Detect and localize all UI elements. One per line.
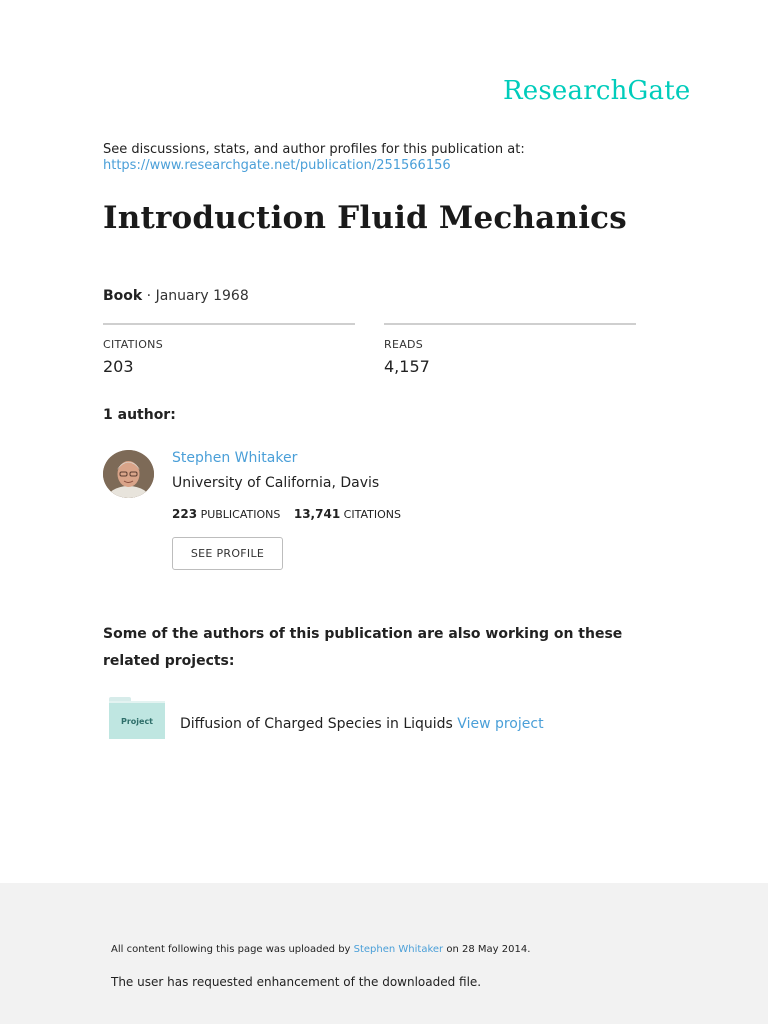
citations-value: 203 — [103, 357, 134, 376]
intro-text: See discussions, stats, and author profiles for this publication at: — [103, 142, 525, 157]
publication-title: Introduction Fluid Mechanics — [103, 200, 627, 236]
citations-stat — [103, 323, 355, 376]
publication-type: Book — [103, 288, 143, 304]
author-photo-icon — [103, 450, 154, 498]
reads-label: READS — [384, 338, 424, 351]
see-profile-button[interactable]: SEE PROFILE — [172, 537, 283, 570]
publication-meta — [103, 288, 249, 304]
upload-prefix: All content following this page was uploaded by — [111, 944, 351, 955]
upload-suffix: on 28 May 2014. — [446, 944, 531, 955]
authors-heading: 1 author: — [103, 407, 176, 423]
reads-stat — [384, 323, 636, 376]
author-publications-count: 223 — [172, 507, 198, 521]
project-item — [180, 716, 544, 732]
view-project-link[interactable]: View project — [457, 716, 544, 732]
reads-value: 4,157 — [384, 357, 430, 376]
researchgate-logo: ResearchGate — [503, 76, 691, 106]
related-projects-heading: Some of the authors of this publication are also working on these related projects: — [103, 626, 623, 669]
author-avatar[interactable] — [103, 450, 154, 498]
author-stats — [172, 507, 401, 521]
author-institution: University of California, Davis — [172, 475, 380, 491]
intro-block — [103, 142, 525, 174]
project-icon-label: Project — [120, 716, 154, 726]
upload-note — [111, 944, 530, 955]
project-title: Diffusion of Charged Species in Liquids — [180, 716, 453, 732]
footer — [0, 883, 768, 1024]
author-name-link[interactable]: Stephen Whitaker — [172, 450, 298, 466]
meta-separator: · — [142, 288, 156, 304]
uploader-link[interactable]: Stephen Whitaker — [353, 944, 444, 955]
enhancement-note: The user has requested enhancement of the downloaded file. — [111, 975, 482, 989]
citations-label: CITATIONS — [103, 338, 163, 351]
author-citations-label: CITATIONS — [343, 508, 401, 521]
publication-date: January 1968 — [155, 288, 249, 304]
author-citations-count: 13,741 — [293, 507, 341, 521]
author-publications-label: PUBLICATIONS — [200, 508, 281, 521]
project-folder-icon — [108, 697, 166, 742]
publication-url-link[interactable]: https://www.researchgate.net/publication/251566156 — [103, 158, 451, 173]
